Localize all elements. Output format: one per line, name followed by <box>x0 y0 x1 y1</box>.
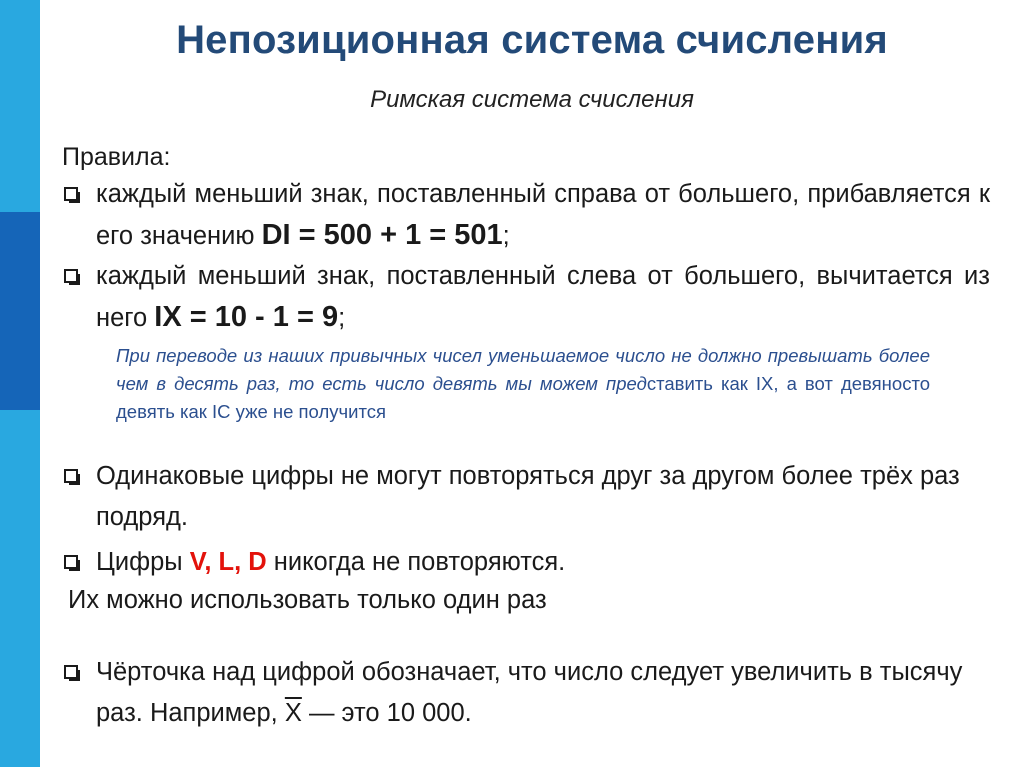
overlined-x-symbol: $\overline{X}$ <box>284 699 302 727</box>
side-strip <box>0 0 40 767</box>
rule-2-text: каждый меньший знак, поставленный слева от большего, вычитается из него <box>96 262 990 332</box>
note-italic: При переводе из наших привычных чисел уменьшаемое число не должно превышать более чем в десять раз, то есть число девять мы можем пред <box>116 345 930 394</box>
rules-label: Правила: <box>62 143 171 171</box>
rule-4-before: Цифры <box>96 548 190 576</box>
rule-2-end: ; <box>338 304 346 332</box>
rule-1-text: каждый меньший знак, поставленный справа от большего, прибавляется к его значению <box>96 180 990 250</box>
rule-2 <box>62 256 990 339</box>
checkbox-bullet-icon <box>64 555 78 569</box>
rule-1-formula: DI = 500 + 1 = 501 <box>261 219 503 251</box>
rule-5-tail: — это 10 000. <box>301 699 472 727</box>
rule-4-after: никогда не повторяются. <box>266 548 566 576</box>
note <box>116 342 930 426</box>
page-title: Непозиционная система счисления <box>176 18 888 62</box>
page-subtitle: Римская система счисления <box>370 86 694 113</box>
checkbox-bullet-icon <box>64 269 78 283</box>
rule-4-line2: Их можно использовать только один раз <box>68 586 547 614</box>
side-strip-accent <box>0 212 40 410</box>
checkbox-bullet-icon <box>64 187 78 201</box>
rule-1-end: ; <box>502 222 510 250</box>
rule-1 <box>62 174 990 257</box>
rule-5 <box>62 652 990 734</box>
checkbox-bullet-icon <box>64 469 78 483</box>
rule-3 <box>62 456 990 538</box>
rule-2-formula: IX = 10 - 1 = 9 <box>154 301 339 333</box>
rule-5-text: Чёрточка над цифрой обозначает, что число следует увеличить в тысячу раз. Например, <box>96 658 963 727</box>
checkbox-bullet-icon <box>64 665 78 679</box>
rule-4 <box>62 542 990 583</box>
rule-4-digits: V, L, D <box>189 548 267 576</box>
rule-3-text: Одинаковые цифры не могут повторяться друг за другом более трёх раз подряд. <box>96 462 960 531</box>
note-plain: ставить как IX, а вот девяносто девять как IC уже не получится <box>116 373 930 422</box>
